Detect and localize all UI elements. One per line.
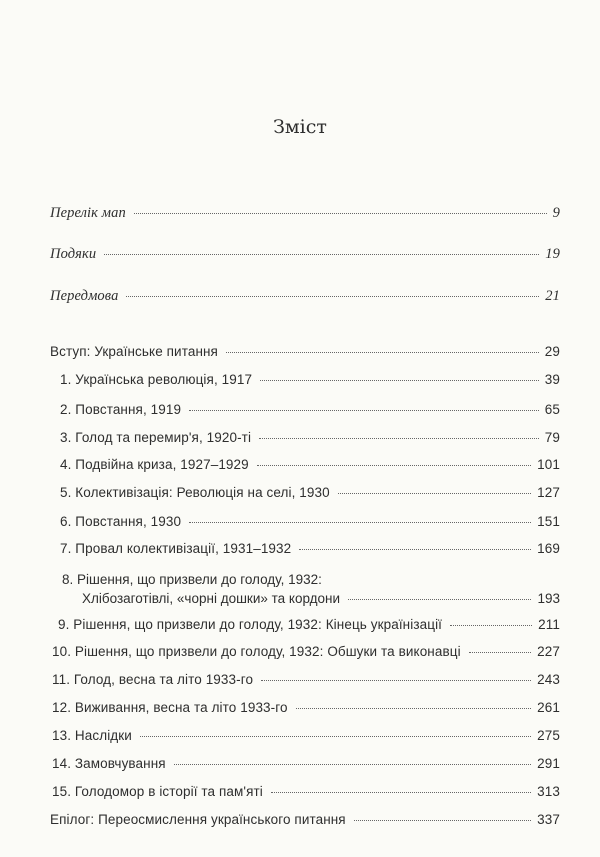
toc-entry-title: 7. Провал колективізації, 1931–1932 (60, 541, 292, 556)
toc-entry-title: Перелік мап (50, 205, 126, 221)
toc-entry-title: 8. Рішення, що призвели до голоду, 1932: (62, 572, 322, 587)
dot-leader (469, 652, 532, 653)
toc-page-number: 39 (544, 372, 560, 387)
dot-leader (450, 625, 532, 626)
toc-entry-title: 13. Наслідки (52, 728, 132, 743)
toc-entry[interactable] (52, 700, 560, 715)
dot-leader (261, 680, 531, 681)
toc-page-number: 21 (545, 288, 560, 304)
dot-leader (259, 438, 539, 439)
toc-entry-title: 12. Виживання, весна та літо 1933-го (52, 700, 288, 715)
toc-page-number: 243 (537, 672, 560, 687)
toc-entry-title: 6. Повстання, 1930 (60, 514, 182, 529)
toc-entry-title: 1. Українська революція, 1917 (60, 372, 253, 387)
dot-leader (296, 708, 532, 709)
toc-page-number: 127 (537, 485, 560, 500)
toc-entry[interactable] (60, 457, 560, 472)
toc-page-number: 19 (545, 246, 560, 262)
dot-leader (338, 493, 531, 494)
toc-page-number: 29 (544, 344, 560, 359)
toc-entry[interactable] (50, 344, 560, 359)
dot-leader (126, 296, 539, 297)
toc-page-number: 65 (544, 402, 560, 417)
toc-page-number: 275 (537, 728, 560, 743)
dot-leader (226, 352, 539, 353)
dot-leader (260, 380, 539, 381)
dot-leader (348, 599, 531, 600)
toc-page-number: 151 (537, 514, 560, 529)
dot-leader (189, 410, 539, 411)
toc-entry[interactable] (50, 205, 560, 222)
toc-page-number: 9 (552, 205, 560, 221)
toc-entry-title: 11. Голод, весна та літо 1933-го (52, 672, 254, 687)
toc-entry-title: Вступ: Українське питання (50, 344, 218, 359)
toc-entry-title: 3. Голод та перемир'я, 1920-ті (60, 430, 252, 445)
toc-entry[interactable] (60, 372, 560, 387)
toc-entry[interactable] (52, 644, 560, 659)
dot-leader (299, 549, 531, 550)
toc-entry[interactable] (60, 402, 560, 417)
toc-entry[interactable] (52, 728, 560, 743)
toc-entry[interactable] (50, 246, 560, 263)
toc-entry-subtitle: Хлібозаготівлі, «чорні дошки» та кордони (82, 591, 341, 606)
toc-entry-title: 15. Голодомор в історії та пам'яті (52, 784, 263, 799)
dot-leader (140, 736, 531, 737)
page-title: Зміст (273, 116, 327, 138)
toc-entry[interactable] (58, 617, 560, 632)
toc-page-number: 227 (537, 644, 560, 659)
toc-entry[interactable] (62, 572, 560, 606)
toc-entry-title: Подяки (50, 246, 97, 262)
toc-page-number: 169 (537, 541, 560, 556)
toc-entry-title: 5. Колективізація: Революція на селі, 1930 (60, 485, 330, 500)
toc-entry[interactable] (60, 541, 560, 556)
toc-entry-title: Епілог: Переосмислення українського питання (50, 812, 346, 827)
toc-page-number: 79 (544, 430, 560, 445)
toc-entry-title: 4. Подвійна криза, 1927–1929 (60, 457, 249, 472)
toc-entry[interactable] (52, 672, 560, 687)
toc-entry-title: 9. Рішення, що призвели до голоду, 1932: Кінець українізації (58, 617, 443, 632)
toc-entry[interactable] (60, 430, 560, 445)
toc-page-number: 337 (537, 812, 560, 827)
toc-entry-title: 14. Замовчування (52, 756, 166, 771)
toc-entry[interactable] (60, 485, 560, 500)
toc-page-number: 291 (537, 756, 560, 771)
toc-entry-title: 10. Рішення, що призвели до голоду, 1932: Обшуки та виконавці (52, 644, 461, 659)
toc-entry-title: Передмова (50, 288, 119, 304)
toc-entry[interactable] (50, 288, 560, 305)
dot-leader (104, 254, 539, 255)
toc-entry[interactable] (52, 784, 560, 799)
dot-leader (134, 213, 547, 214)
toc-entry[interactable] (50, 812, 560, 827)
toc-page-number: 101 (537, 457, 560, 472)
toc-entry[interactable] (52, 756, 560, 771)
toc-page-number: 211 (538, 617, 560, 632)
dot-leader (189, 522, 531, 523)
toc-entry-title: 2. Повстання, 1919 (60, 402, 182, 417)
dot-leader (271, 792, 531, 793)
toc-page-number: 193 (537, 591, 560, 606)
toc-page-number: 313 (537, 784, 560, 799)
toc-page-number: 261 (537, 700, 560, 715)
dot-leader (174, 764, 532, 765)
toc-entry[interactable] (60, 514, 560, 529)
dot-leader (354, 820, 531, 821)
dot-leader (257, 465, 531, 466)
